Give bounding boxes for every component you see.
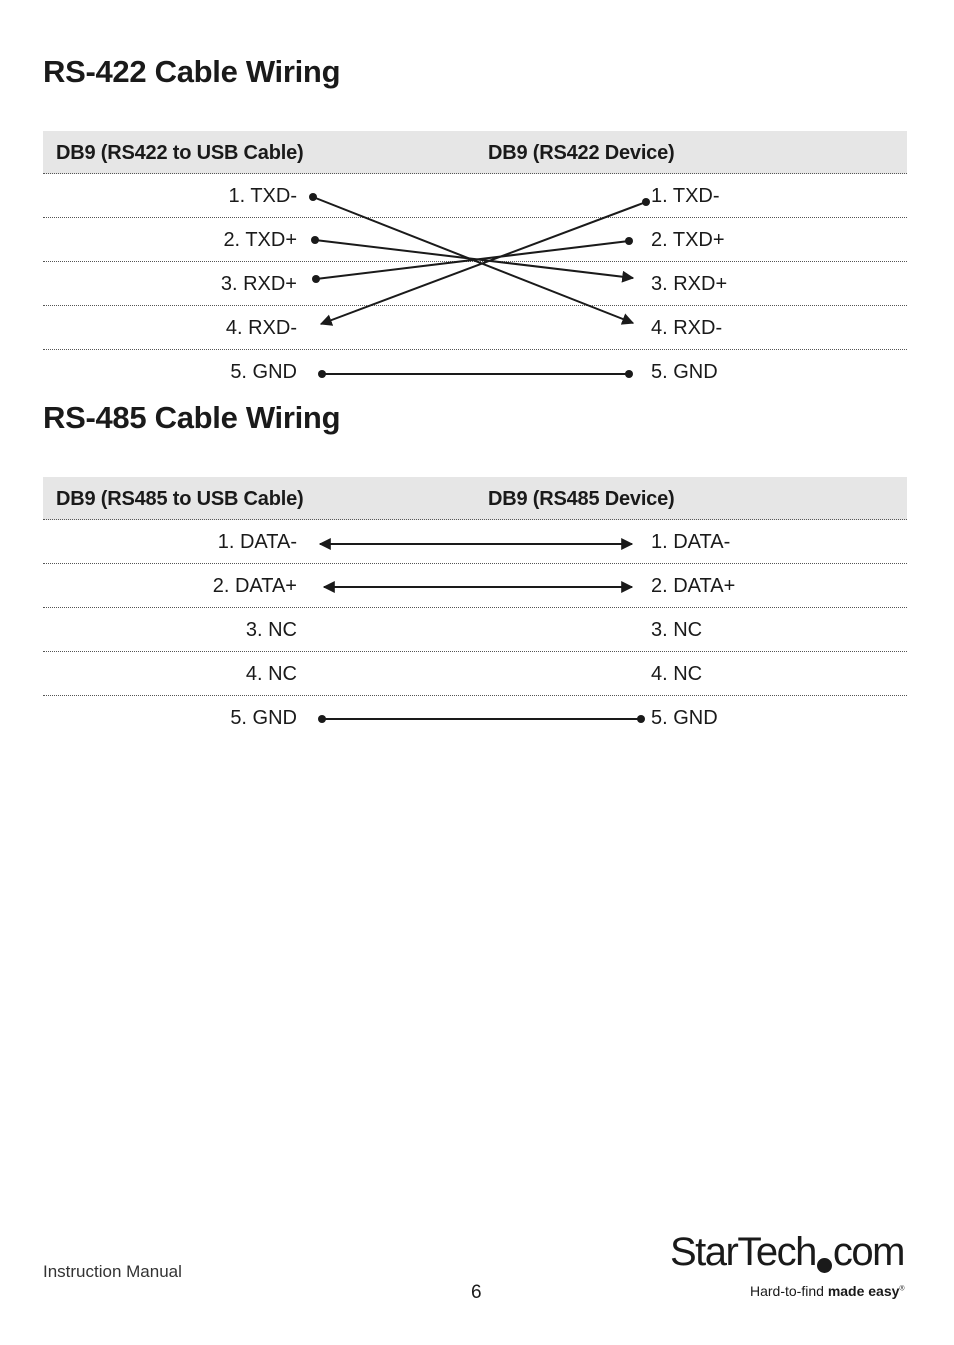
rs422-title: RS-422 Cable Wiring: [43, 54, 341, 89]
rs422-table-header: [43, 131, 907, 174]
rs485-pin-row: [43, 520, 907, 564]
logo-dot-icon: [817, 1258, 832, 1273]
rs485-pin-row: [43, 652, 907, 696]
rs422-pin-row: [43, 218, 907, 262]
tagline-light: Hard-to-find: [750, 1283, 828, 1299]
page-number: 6: [471, 1282, 482, 1303]
rs485-left-pin-4: 4. NC: [245, 663, 297, 685]
rs422-header-left: DB9 (RS422 to USB Cable): [56, 142, 304, 164]
rs422-left-pin-3: 3. RXD+: [220, 273, 297, 295]
rs485-left-pin-5: 5. GND: [230, 707, 297, 729]
rs485-header-left: DB9 (RS485 to USB Cable): [56, 488, 304, 510]
rs422-right-pin-4: 4. RXD-: [651, 317, 723, 339]
rs485-right-pin-2: 2. DATA+: [651, 575, 736, 597]
rs485-pin-row: [43, 696, 907, 740]
rs485-table-header: [43, 477, 907, 520]
rs485-title: RS-485 Cable Wiring: [43, 400, 341, 435]
rs485-left-pin-1: 1. DATA-: [217, 531, 297, 553]
rs485-pin-row: [43, 608, 907, 652]
rs485-right-pin-1: 1. DATA-: [651, 531, 731, 553]
rs422-left-pin-5: 5. GND: [230, 361, 297, 383]
rs485-pin-row: [43, 564, 907, 608]
logo-right: com: [832, 1230, 904, 1274]
rs422-header-right: DB9 (RS422 Device): [488, 142, 675, 164]
rs422-left-pin-2: 2. TXD+: [223, 229, 297, 251]
tagline-registered-mark: ®: [899, 1285, 905, 1293]
logo-wordmark: [670, 1230, 904, 1275]
rs422-pin-row: [43, 306, 907, 350]
footer-label: Instruction Manual: [43, 1262, 182, 1281]
rs422-left-pin-4: 4. RXD-: [225, 317, 297, 339]
rs485-right-pin-3: 3. NC: [651, 619, 703, 641]
rs422-pin-row: [43, 174, 907, 218]
startech-logo: [670, 1230, 910, 1306]
logo-left: StarTech: [670, 1230, 816, 1274]
rs485-left-pin-3: 3. NC: [245, 619, 297, 641]
rs485-header-right: DB9 (RS485 Device): [488, 488, 675, 510]
rs422-right-pin-3: 3. RXD+: [651, 273, 728, 295]
rs422-pin-row: [43, 350, 907, 394]
tagline-bold: made easy: [827, 1283, 900, 1299]
rs485-right-pin-4: 4. NC: [651, 663, 703, 685]
rs422-right-pin-2: 2. TXD+: [651, 229, 725, 251]
rs422-right-pin-5: 5. GND: [651, 361, 718, 383]
logo-tagline: [750, 1283, 905, 1299]
rs422-wiring-table: [43, 131, 907, 394]
rs485-right-pin-5: 5. GND: [651, 707, 718, 729]
rs422-right-pin-1: 1. TXD-: [651, 185, 720, 207]
rs422-pin-row: [43, 262, 907, 306]
rs485-left-pin-2: 2. DATA+: [212, 575, 297, 597]
rs422-left-pin-1: 1. TXD-: [228, 185, 297, 207]
rs485-wiring-table: [43, 477, 907, 740]
